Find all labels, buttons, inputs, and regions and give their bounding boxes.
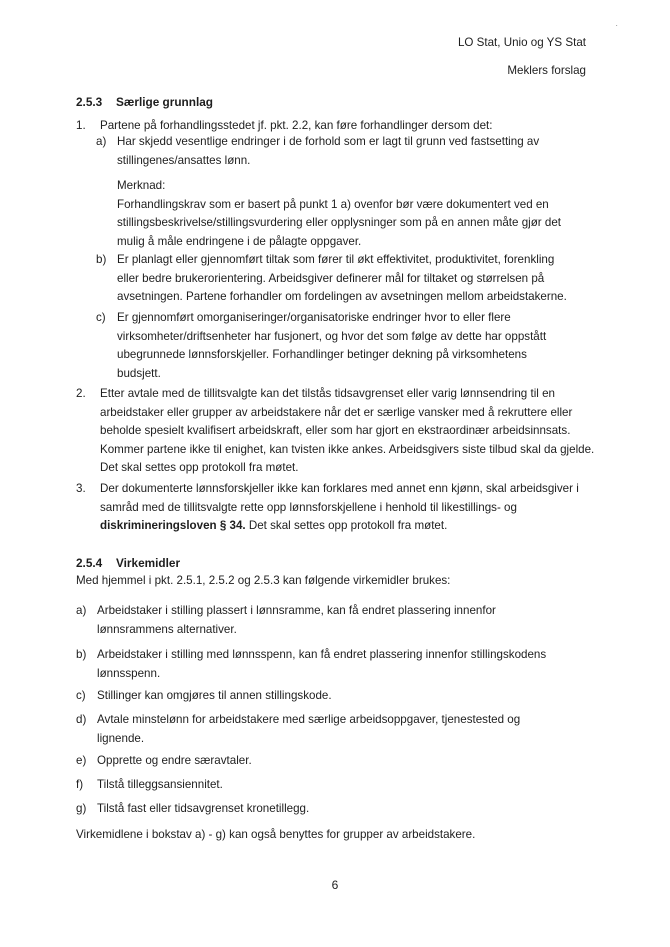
text-line: Stillinger kan omgjøres til annen stillingskode.: [97, 689, 332, 702]
page-number: 6: [331, 878, 339, 892]
text-line: Er gjennomført omorganiseringer/organisatoriske endringer hvor to eller flere: [117, 311, 511, 324]
text-line: beholde spesielt kvalifisert arbeidskraft, eller som har gjort en ekstraordinær arbeidsinnsats.: [100, 424, 571, 438]
text-line: lønnsspenn.: [97, 666, 161, 680]
sub-item-text: [117, 133, 539, 170]
sub-marker: b): [96, 253, 107, 266]
text-line: virksomheter/driftsenheter har fusjonert, og hvor det som følge av dette har oppstått: [117, 329, 547, 343]
list-marker: 2.: [76, 387, 86, 400]
section-heading-254: [76, 554, 180, 573]
text-line: Arbeidstaker i stilling plassert i lønnsramme, kan få endret plassering innenfor: [97, 604, 496, 617]
section-number: 2.5.3: [76, 95, 103, 109]
text-line: Har skjedd vesentlige endringer i de forhold som er lagt til grunn ved fastsetting av: [117, 135, 540, 148]
text-line: stillingsbeskrivelse/stillingsvurdering eller opplysninger som på en annen måte gjør det: [117, 216, 562, 230]
measure-text: [97, 776, 223, 795]
section-title: Virkemidler: [116, 556, 181, 570]
note-block: [117, 177, 561, 251]
measure-text: [97, 752, 252, 771]
header-proposal: Meklers forslag: [507, 64, 586, 77]
section-title: Særlige grunnlag: [116, 95, 214, 109]
text-line: stillingenes/ansattes lønn.: [117, 153, 251, 167]
text-line-mixed: [100, 517, 579, 536]
law-reference: diskrimineringsloven § 34.: [100, 519, 246, 533]
measure-text: [97, 800, 309, 819]
text-line: Tilstå fast eller tidsavgrenset kronetillegg.: [97, 802, 310, 815]
list-item-text: Partene på forhandlingsstedet jf. pkt. 2.2, kan føre forhandlinger dersom det:: [100, 119, 493, 132]
sub-marker: c): [96, 311, 106, 324]
corner-mark: ·: [615, 21, 618, 30]
sub-marker: a): [96, 135, 107, 148]
text-line: samråd med de tillitsvalgte rette opp lønnsforskjellene i henhold til likestillings- og: [100, 500, 517, 514]
measure-text: [97, 646, 546, 683]
note-label: Merknad:: [117, 179, 166, 192]
text-line: Kommer partene ikke til enighet, kan tvisten ikke ankes. Arbeidsgivers siste tilbud skal da gjelde.: [100, 442, 595, 456]
list-marker: b): [76, 648, 87, 661]
list-marker: 3.: [76, 482, 86, 495]
text-fragment: Det skal settes opp protokoll fra møtet.: [245, 519, 448, 533]
section-intro: Med hjemmel i pkt. 2.5.1, 2.5.2 og 2.5.3 kan følgende virkemidler brukes:: [76, 574, 451, 587]
text-line: Tilstå tilleggsansiennitet.: [97, 778, 223, 791]
text-line: avsetningen. Partene forhandler om fordelingen av avsetningen mellom arbeidstakerne.: [117, 290, 567, 304]
text-line: eller bedre brukerorientering. Arbeidsgiver definerer mål for tiltaket og størrelsen på: [117, 271, 545, 285]
text-line: Etter avtale med de tillitsvalgte kan det tilstås tidsavgrenset eller varig lønnsendring til en: [100, 387, 555, 400]
text-line: Avtale minstelønn for arbeidstakere med særlige arbeidsoppgaver, tjenestested og: [97, 713, 521, 726]
list-marker: g): [76, 802, 87, 815]
sub-item-text: [117, 251, 567, 307]
text-line: Opprette og endre særavtaler.: [97, 754, 252, 767]
section-number: 2.5.4: [76, 556, 103, 570]
sub-item-text: [117, 309, 546, 383]
list-marker: c): [76, 689, 86, 702]
list-item-text: [100, 480, 579, 536]
text-line: Arbeidstaker i stilling med lønnsspenn, kan få endret plassering innenfor stillingskodens: [97, 648, 547, 661]
text-line: budsjett.: [117, 366, 161, 380]
text-line: Der dokumenterte lønnsforskjeller ikke kan forklares med annet enn kjønn, skal arbeidsgiver i: [100, 482, 579, 495]
closing-paragraph: Virkemidlene i bokstav a) - g) kan også benyttes for grupper av arbeidstakere.: [76, 828, 476, 841]
text-line: mulig å måle endringene i de pålagte oppgaver.: [117, 234, 362, 248]
text-line: Forhandlingskrav som er basert på punkt 1 a) ovenfor bør være dokumentert ved en: [117, 197, 549, 211]
list-marker: 1.: [76, 119, 86, 132]
list-marker: a): [76, 604, 87, 617]
text-line: arbeidstaker eller grupper av arbeidstakere når det er særlige vansker med å rekruttere eller: [100, 405, 573, 419]
text-line: Er planlagt eller gjennomført tiltak som fører til økt effektivitet, produktivitet, forenkling: [117, 253, 555, 266]
list-marker: e): [76, 754, 87, 767]
header-parties: LO Stat, Unio og YS Stat: [457, 36, 586, 49]
text-line: lønnsrammens alternativer.: [97, 622, 237, 636]
measure-text: [97, 711, 520, 748]
measure-text: [97, 602, 496, 639]
list-marker: d): [76, 713, 87, 726]
text-line: ubegrunnede lønnsforskjeller. Forhandlinger betinger dekning på virksomhetens: [117, 348, 527, 362]
section-heading-253: [76, 93, 213, 112]
measure-text: [97, 687, 332, 706]
text-line: Det skal settes opp protokoll fra møtet.: [100, 461, 299, 475]
list-item-text: [100, 385, 594, 478]
list-marker: f): [76, 778, 84, 791]
text-line: lignende.: [97, 731, 145, 745]
